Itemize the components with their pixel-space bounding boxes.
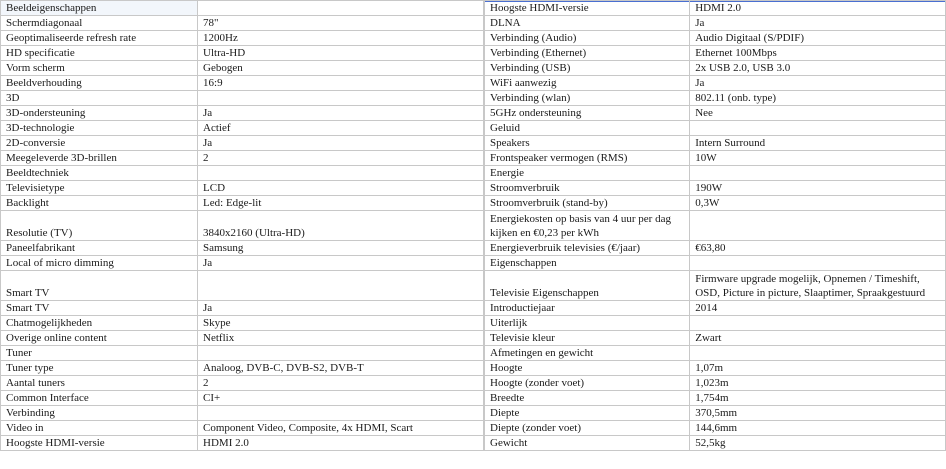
spec-label-cell[interactable]: Beeldeigenschappen — [1, 1, 198, 16]
right-spec-table — [484, 0, 946, 451]
table-row — [1, 346, 484, 361]
spec-label-cell[interactable]: Hoogste HDMI-versie — [1, 436, 198, 451]
table-row — [1, 31, 484, 46]
spec-value-cell[interactable]: HDMI 2.0 — [690, 1, 946, 16]
spec-label-cell[interactable]: Schermdiagonaal — [1, 16, 198, 31]
spec-value-cell[interactable]: Ja — [690, 76, 946, 91]
spec-value-cell[interactable]: 1,023m — [690, 376, 946, 391]
spec-label-cell[interactable]: Televisietype — [1, 181, 198, 196]
spec-value-cell[interactable]: Ja — [198, 136, 484, 151]
spec-label-cell[interactable]: Afmetingen en gewicht — [485, 346, 690, 361]
table-row — [485, 196, 946, 211]
spec-value-cell[interactable]: Intern Surround — [690, 136, 946, 151]
table-row — [485, 211, 946, 241]
spec-value-cell[interactable]: 1,07m — [690, 361, 946, 376]
table-row — [1, 391, 484, 406]
table-row — [1, 331, 484, 346]
spec-value-cell[interactable] — [690, 256, 946, 271]
table-row — [1, 436, 484, 451]
table-row — [1, 136, 484, 151]
spec-label-cell[interactable]: Diepte (zonder voet) — [485, 421, 690, 436]
table-row — [485, 346, 946, 361]
spec-label-cell[interactable]: Verbinding (USB) — [485, 61, 690, 76]
table-row — [1, 316, 484, 331]
table-row — [1, 406, 484, 421]
table-row — [485, 421, 946, 436]
spec-value-cell[interactable]: 802.11 (onb. type) — [690, 91, 946, 106]
table-row — [1, 181, 484, 196]
spec-value-cell[interactable]: Led: Edge-lit — [198, 196, 484, 211]
spec-value-cell[interactable]: Gebogen — [198, 61, 484, 76]
spec-value-cell[interactable]: 370,5mm — [690, 406, 946, 421]
spec-label-cell[interactable]: Hoogte (zonder voet) — [485, 376, 690, 391]
left-spec-table — [0, 0, 484, 451]
spec-label-cell[interactable]: Geluid — [485, 121, 690, 136]
spec-value-cell[interactable]: 52,5kg — [690, 436, 946, 451]
spec-label-cell[interactable]: Smart TV — [1, 301, 198, 316]
table-row — [485, 16, 946, 31]
table-row — [1, 271, 484, 301]
spec-value-cell[interactable]: 2x USB 2.0, USB 3.0 — [690, 61, 946, 76]
table-row — [485, 256, 946, 271]
spec-label-cell[interactable]: Local of micro dimming — [1, 256, 198, 271]
spec-label-cell[interactable]: Tuner — [1, 346, 198, 361]
table-row — [485, 271, 946, 301]
spec-value-cell[interactable]: 2 — [198, 376, 484, 391]
table-row — [1, 121, 484, 136]
table-row — [485, 316, 946, 331]
spec-label-cell[interactable]: Breedte — [485, 391, 690, 406]
spec-label-cell[interactable]: WiFi aanwezig — [485, 76, 690, 91]
spec-label-cell[interactable]: Verbinding (Ethernet) — [485, 46, 690, 61]
spec-label-cell[interactable]: Common Interface — [1, 391, 198, 406]
spec-value-cell[interactable] — [690, 121, 946, 136]
spec-label-cell[interactable]: 3D-ondersteuning — [1, 106, 198, 121]
spec-label-cell[interactable]: Meegeleverde 3D-brillen — [1, 151, 198, 166]
spec-label-cell[interactable]: Frontspeaker vermogen (RMS) — [485, 151, 690, 166]
spec-value-cell[interactable]: €63,80 — [690, 241, 946, 256]
spec-value-cell[interactable] — [690, 346, 946, 361]
spec-label-cell[interactable]: Energie — [485, 166, 690, 181]
table-row — [1, 91, 484, 106]
spec-value-cell[interactable]: Actief — [198, 121, 484, 136]
table-row — [485, 166, 946, 181]
spec-value-cell[interactable]: 0,3W — [690, 196, 946, 211]
spec-label-cell[interactable]: Introductiejaar — [485, 301, 690, 316]
spec-label-cell[interactable]: Vorm scherm — [1, 61, 198, 76]
spec-value-cell[interactable]: Firmware upgrade mogelijk, Opnemen / Timeshift, OSD, Picture in picture, Slaaptimer, Spraakgestuurd — [690, 271, 946, 301]
table-row — [1, 166, 484, 181]
spec-label-cell[interactable]: Backlight — [1, 196, 198, 211]
spec-value-cell[interactable]: Analoog, DVB-C, DVB-S2, DVB-T — [198, 361, 484, 376]
spec-value-cell[interactable]: 2 — [198, 151, 484, 166]
spec-value-cell[interactable] — [198, 91, 484, 106]
spec-label-cell[interactable]: 3D-technologie — [1, 121, 198, 136]
table-row — [1, 76, 484, 91]
table-row — [485, 376, 946, 391]
table-row — [1, 301, 484, 316]
spec-value-cell[interactable] — [198, 1, 484, 16]
spec-value-cell[interactable]: 1200Hz — [198, 31, 484, 46]
spec-label-cell[interactable]: Paneelfabrikant — [1, 241, 198, 256]
table-row — [485, 31, 946, 46]
spec-value-cell[interactable]: 3840x2160 (Ultra-HD) — [198, 211, 484, 241]
table-row — [1, 16, 484, 31]
spec-label-cell[interactable]: Verbinding (wlan) — [485, 91, 690, 106]
table-row — [485, 121, 946, 136]
table-row — [485, 91, 946, 106]
spec-value-cell[interactable]: 144,6mm — [690, 421, 946, 436]
spec-label-cell[interactable]: DLNA — [485, 16, 690, 31]
table-row — [485, 76, 946, 91]
spec-value-cell[interactable]: 190W — [690, 181, 946, 196]
table-row — [485, 301, 946, 316]
table-row — [485, 241, 946, 256]
table-row — [1, 376, 484, 391]
table-row — [485, 181, 946, 196]
spec-label-cell[interactable]: Stroomverbruik (stand-by) — [485, 196, 690, 211]
table-row — [485, 1, 946, 16]
spec-value-cell[interactable]: CI+ — [198, 391, 484, 406]
spec-value-cell[interactable] — [690, 211, 946, 241]
table-row — [485, 391, 946, 406]
table-row — [1, 196, 484, 211]
spec-value-cell[interactable]: 78" — [198, 16, 484, 31]
spec-label-cell[interactable]: Energieverbruik televisies (€/jaar) — [485, 241, 690, 256]
spec-value-cell[interactable]: Ja — [198, 256, 484, 271]
spec-label-cell[interactable]: Eigenschappen — [485, 256, 690, 271]
spec-value-cell[interactable]: HDMI 2.0 — [198, 436, 484, 451]
table-row — [485, 436, 946, 451]
spec-value-cell[interactable]: 2014 — [690, 301, 946, 316]
spec-value-cell[interactable] — [690, 316, 946, 331]
spec-label-cell[interactable]: Televisie Eigenschappen — [485, 271, 690, 301]
spec-label-cell[interactable]: Hoogte — [485, 361, 690, 376]
spec-value-cell[interactable]: Ethernet 100Mbps — [690, 46, 946, 61]
spec-label-cell[interactable]: 5GHz ondersteuning — [485, 106, 690, 121]
spec-value-cell[interactable] — [198, 346, 484, 361]
table-row — [1, 106, 484, 121]
spec-label-cell[interactable]: Stroomverbruik — [485, 181, 690, 196]
spec-label-cell[interactable]: Televisie kleur — [485, 331, 690, 346]
spec-label-cell[interactable]: 2D-conversie — [1, 136, 198, 151]
spec-value-cell[interactable] — [198, 271, 484, 301]
spec-label-cell[interactable]: 3D — [1, 91, 198, 106]
spec-value-cell[interactable]: Audio Digitaal (S/PDIF) — [690, 31, 946, 46]
spec-value-cell[interactable]: LCD — [198, 181, 484, 196]
table-row — [1, 256, 484, 271]
table-row — [485, 361, 946, 376]
spec-label-cell[interactable]: Video in — [1, 421, 198, 436]
table-row — [485, 46, 946, 61]
spec-value-cell[interactable]: Ja — [690, 16, 946, 31]
table-row — [485, 151, 946, 166]
spec-label-cell[interactable]: Beeldtechniek — [1, 166, 198, 181]
spec-value-cell[interactable]: 16:9 — [198, 76, 484, 91]
spec-label-cell[interactable]: Chatmogelijkheden — [1, 316, 198, 331]
spec-label-cell[interactable]: Beeldverhouding — [1, 76, 198, 91]
spec-label-cell[interactable]: Tuner type — [1, 361, 198, 376]
spec-value-cell[interactable]: Ja — [198, 301, 484, 316]
spec-value-cell[interactable]: Samsung — [198, 241, 484, 256]
spec-value-cell[interactable]: Nee — [690, 106, 946, 121]
spec-label-cell[interactable]: Resolutie (TV) — [1, 211, 198, 241]
spec-value-cell[interactable]: Skype — [198, 316, 484, 331]
spec-value-cell[interactable] — [690, 166, 946, 181]
spec-value-cell[interactable]: Ultra-HD — [198, 46, 484, 61]
spec-value-cell[interactable]: 10W — [690, 151, 946, 166]
spec-label-cell[interactable]: Gewicht — [485, 436, 690, 451]
table-row — [1, 241, 484, 256]
spec-label-cell[interactable]: Aantal tuners — [1, 376, 198, 391]
spec-value-cell[interactable]: 1,754m — [690, 391, 946, 406]
table-row — [1, 151, 484, 166]
table-row — [485, 106, 946, 121]
spec-label-cell[interactable]: Speakers — [485, 136, 690, 151]
spec-value-cell[interactable] — [198, 406, 484, 421]
table-row — [485, 406, 946, 421]
spec-label-cell[interactable]: Verbinding (Audio) — [485, 31, 690, 46]
spec-value-cell[interactable]: Netflix — [198, 331, 484, 346]
spec-value-cell[interactable]: Component Video, Composite, 4x HDMI, Scart — [198, 421, 484, 436]
spec-label-cell[interactable]: Geoptimaliseerde refresh rate — [1, 31, 198, 46]
table-row — [485, 61, 946, 76]
spec-label-cell[interactable]: Uiterlijk — [485, 316, 690, 331]
spec-label-cell[interactable]: Smart TV — [1, 271, 198, 301]
spec-label-cell[interactable]: Diepte — [485, 406, 690, 421]
spec-label-cell[interactable]: Energiekosten op basis van 4 uur per dag kijken en €0,23 per kWh — [485, 211, 690, 241]
spec-label-cell[interactable]: Overige online content — [1, 331, 198, 346]
table-row — [1, 211, 484, 241]
table-row — [1, 361, 484, 376]
table-row — [1, 61, 484, 76]
table-row — [1, 46, 484, 61]
table-row — [1, 1, 484, 16]
spec-label-cell[interactable]: Verbinding — [1, 406, 198, 421]
spec-value-cell[interactable] — [198, 166, 484, 181]
table-row — [1, 421, 484, 436]
table-row — [485, 331, 946, 346]
table-row — [485, 136, 946, 151]
spec-value-cell[interactable]: Zwart — [690, 331, 946, 346]
spec-label-cell[interactable]: HD specificatie — [1, 46, 198, 61]
spec-label-cell[interactable]: Hoogste HDMI-versie — [485, 1, 690, 16]
spec-value-cell[interactable]: Ja — [198, 106, 484, 121]
